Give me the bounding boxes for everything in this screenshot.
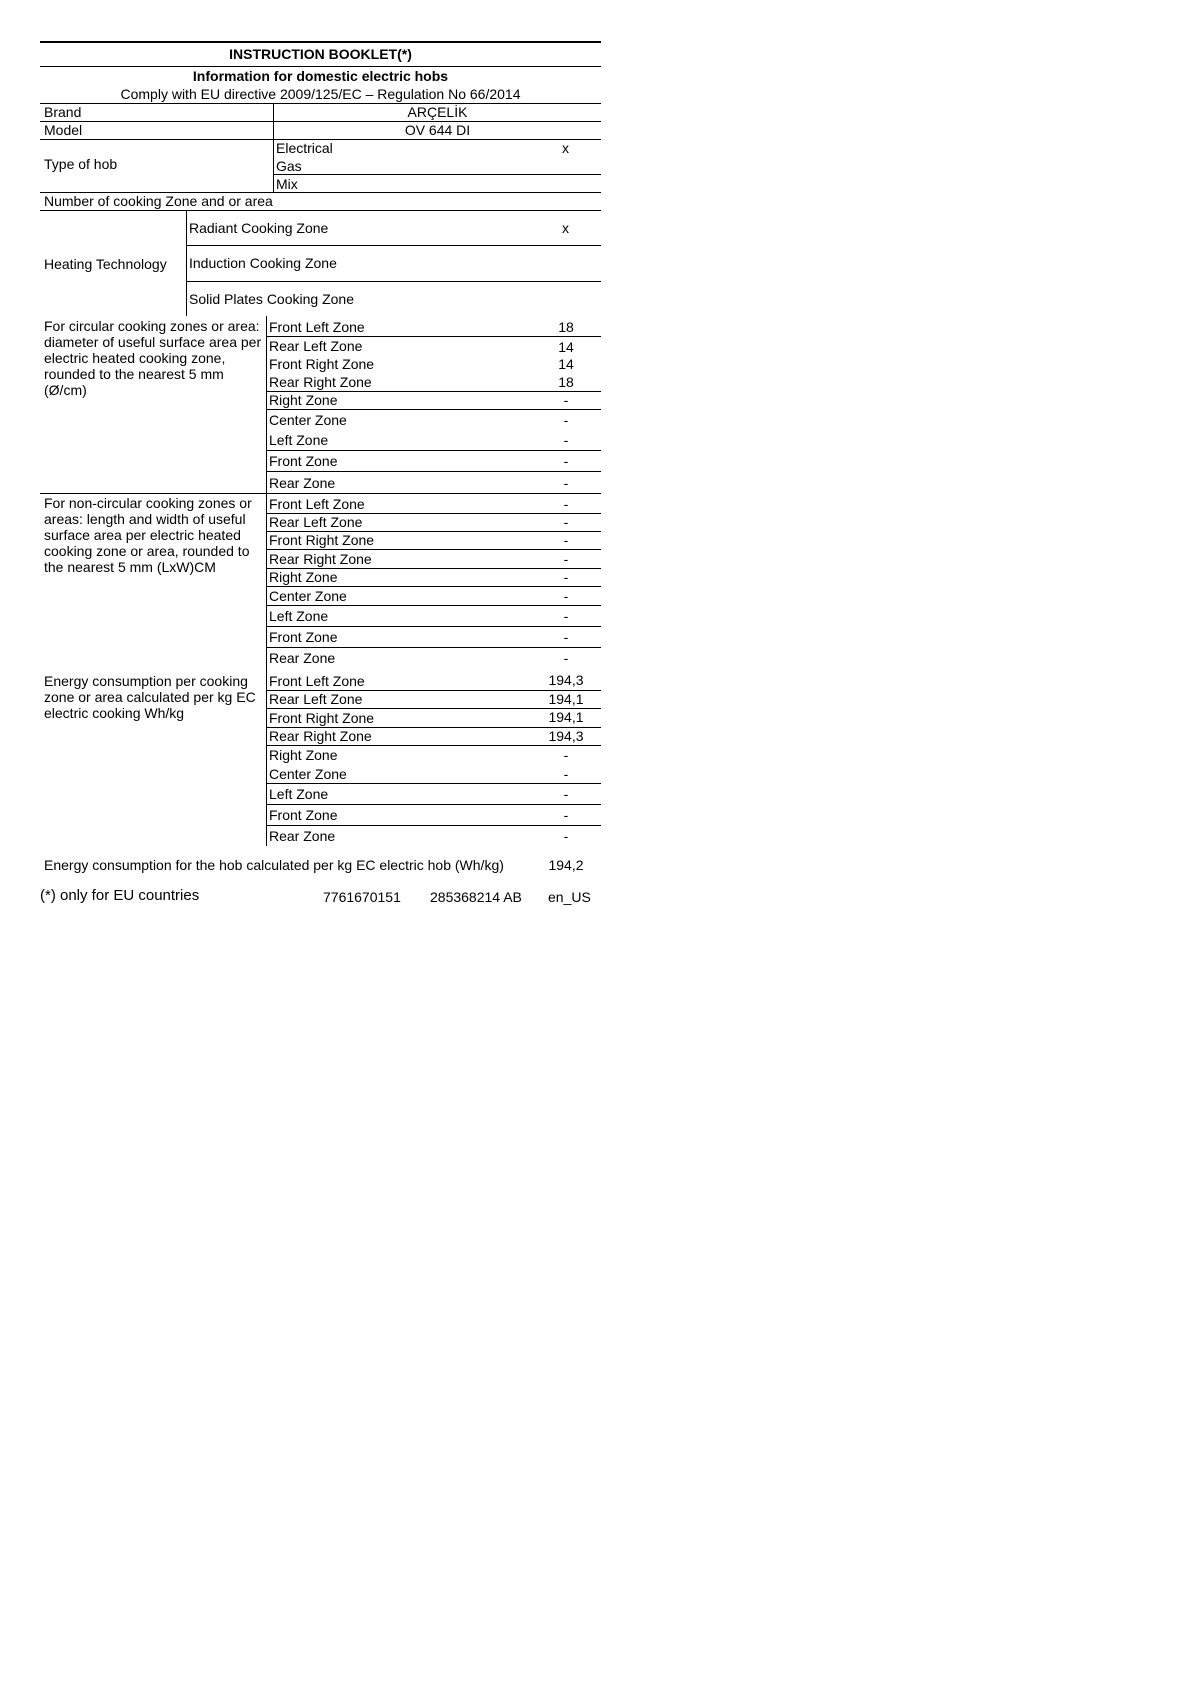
rule <box>266 586 601 587</box>
noncircular-zone: Rear Zone <box>269 650 336 666</box>
circular-zone: Front Zone <box>269 453 338 469</box>
rule <box>266 804 601 805</box>
noncircular-zone: Rear Right Zone <box>269 551 372 567</box>
energy-value: 194,1 <box>548 709 584 725</box>
hob-type-option: Mix <box>276 176 298 192</box>
footer-locale: en_US <box>548 889 591 905</box>
noncircular-label: For non-circular cooking zones or areas: length and width of useful surface area per electric heated cooking zone or area, rounded to the nearest 5 mm (LxW)CM <box>44 495 252 575</box>
energy-value: - <box>563 766 569 782</box>
energy-value: - <box>563 807 569 823</box>
energy-zone: Right Zone <box>269 747 338 763</box>
energy-zone: Front Zone <box>269 807 338 823</box>
rule <box>40 493 601 494</box>
noncircular-value: - <box>563 650 569 666</box>
rule <box>186 281 601 282</box>
noncircular-zone: Rear Left Zone <box>269 514 363 530</box>
circular-zone: Center Zone <box>269 412 347 428</box>
heating-label: Heating Technology <box>44 256 167 272</box>
circular-label: For circular cooking zones or area: diameter of useful surface area per electric heated cooking zone, rounded to the nearest 5 mm (Ø/cm) <box>44 318 262 398</box>
energy-value: - <box>563 786 569 802</box>
brand-value: ARÇELİK <box>407 104 468 120</box>
noncircular-zone: Front Right Zone <box>269 532 375 548</box>
zones-count-label: Number of cooking Zone and or area <box>44 193 273 209</box>
rule <box>266 745 601 746</box>
energy-zone: Rear Zone <box>269 828 336 844</box>
circular-value: 18 <box>558 319 574 335</box>
rule <box>40 210 601 211</box>
circular-value: 14 <box>558 339 574 355</box>
circular-zone: Rear Left Zone <box>269 338 363 354</box>
energy-zone: Rear Left Zone <box>269 691 363 707</box>
rule <box>266 409 601 410</box>
rule <box>266 605 601 606</box>
directive-text: Comply with EU directive 2009/125/EC – Regulation No 66/2014 <box>120 86 521 102</box>
footer-note: (*) only for EU countries <box>40 887 200 904</box>
noncircular-zone: Left Zone <box>269 608 329 624</box>
model-value: OV 644 DI <box>404 122 471 138</box>
heating-option: Solid Plates Cooking Zone <box>189 291 354 307</box>
noncircular-value: - <box>563 514 569 530</box>
noncircular-zone: Front Left Zone <box>269 496 365 512</box>
circular-value: - <box>563 412 569 428</box>
noncircular-value: - <box>563 588 569 604</box>
circular-zone: Front Right Zone <box>269 356 375 372</box>
energy-hob-value: 194,2 <box>548 857 584 873</box>
noncircular-zone: Front Zone <box>269 629 338 645</box>
energy-value: - <box>563 828 569 844</box>
energy-value: 194,3 <box>548 728 584 744</box>
rule <box>273 174 601 175</box>
column-divider <box>273 103 274 192</box>
hob-type-mark: x <box>562 140 569 156</box>
circular-zone: Rear Zone <box>269 475 336 491</box>
energy-zone: Front Right Zone <box>269 710 375 726</box>
circular-zone: Left Zone <box>269 432 329 448</box>
circular-zone: Right Zone <box>269 392 338 408</box>
heating-option: Induction Cooking Zone <box>189 255 337 271</box>
energy-hob-label: Energy consumption for the hob calculated per kg EC electric hob (Wh/kg) <box>44 857 504 873</box>
circular-zone: Front Left Zone <box>269 319 365 335</box>
energy-value: 194,3 <box>548 672 584 688</box>
energy-zone-label: Energy consumption per cooking zone or area calculated per kg EC electric cooking Wh/kg <box>44 673 256 721</box>
heating-mark: x <box>562 220 569 236</box>
noncircular-value: - <box>563 551 569 567</box>
booklet-title: INSTRUCTION BOOKLET(*) <box>229 46 412 62</box>
noncircular-value: - <box>563 532 569 548</box>
column-divider <box>266 316 267 846</box>
rule <box>266 647 601 648</box>
rule <box>266 450 601 451</box>
rule <box>266 549 601 550</box>
energy-zone: Center Zone <box>269 766 347 782</box>
hob-type-option: Gas <box>276 158 302 174</box>
rule <box>266 825 601 826</box>
rule <box>40 66 601 67</box>
hob-type-label: Type of hob <box>44 156 118 172</box>
energy-zone: Front Left Zone <box>269 673 365 689</box>
booklet-subtitle: Information for domestic electric hobs <box>192 68 449 84</box>
energy-zone: Left Zone <box>269 786 329 802</box>
energy-zone: Rear Right Zone <box>269 728 372 744</box>
footer-code: 7761670151 <box>323 889 401 905</box>
noncircular-value: - <box>563 496 569 512</box>
circular-value: - <box>563 453 569 469</box>
noncircular-value: - <box>563 629 569 645</box>
brand-label: Brand <box>44 104 82 120</box>
top-rule <box>40 41 601 43</box>
circular-value: - <box>563 432 569 448</box>
noncircular-zone: Right Zone <box>269 569 338 585</box>
noncircular-zone: Center Zone <box>269 588 347 604</box>
rule <box>266 471 601 472</box>
noncircular-value: - <box>563 569 569 585</box>
rule <box>266 336 601 337</box>
footer-code: 285368214 AB <box>430 889 522 905</box>
circular-value: - <box>563 392 569 408</box>
column-divider <box>186 210 187 316</box>
rule <box>266 783 601 784</box>
model-label: Model <box>44 122 83 138</box>
circular-zone: Rear Right Zone <box>269 374 372 390</box>
hob-type-option: Electrical <box>276 140 333 156</box>
energy-value: - <box>563 747 569 763</box>
rule <box>186 245 601 246</box>
circular-value: - <box>563 475 569 491</box>
heating-option: Radiant Cooking Zone <box>189 220 329 236</box>
noncircular-value: - <box>563 608 569 624</box>
rule <box>266 626 601 627</box>
circular-value: 18 <box>558 374 574 390</box>
energy-value: 194,1 <box>548 691 584 707</box>
circular-value: 14 <box>558 356 574 372</box>
